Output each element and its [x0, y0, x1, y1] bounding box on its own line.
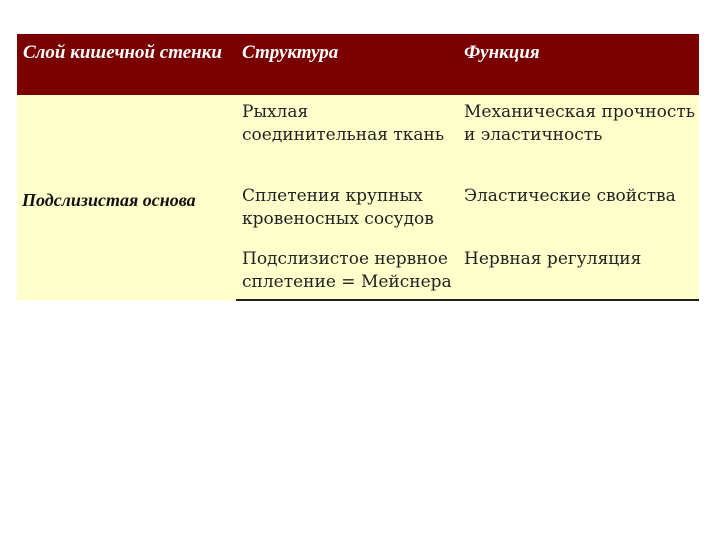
function-cell: Механическая прочность и эластичность — [464, 102, 695, 145]
function-cell: Эластические свойства — [464, 186, 676, 206]
table-body — [17, 95, 699, 300]
function-cell: Нервная регуляция — [458, 244, 699, 300]
layer-name-cell: Подслизистая основа — [22, 190, 196, 210]
header-function: Функция — [464, 42, 540, 63]
header-layer: Слой кишечной стенки — [23, 42, 222, 63]
header-row — [17, 34, 699, 95]
structure-cell: Рыхлая соединительная ткань — [242, 102, 445, 145]
table-header — [17, 34, 699, 95]
structure-cell: Подслизистое нервное сплетение = Мейснера — [236, 244, 458, 300]
header-structure: Структура — [242, 42, 339, 63]
structure-cell: Сплетения крупных кровеносных сосудов — [242, 186, 434, 229]
table-row — [17, 95, 699, 181]
layer-table — [17, 34, 699, 301]
